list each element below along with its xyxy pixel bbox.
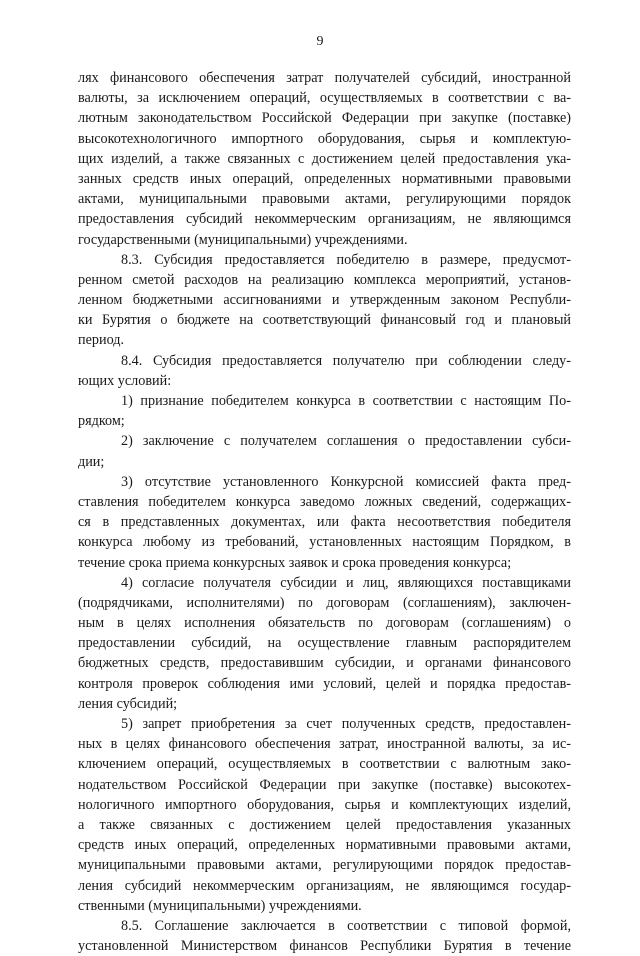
text-line: ющих условий: xyxy=(78,372,172,389)
text-line: предоставлении субсидий, на осуществление главным распорядителем xyxy=(78,635,571,652)
text-line: конкурса любому из требований, установленных настоящим Порядком, в xyxy=(78,534,571,551)
text-line: 5) запрет приобретения за счет полученных средств, предоставлен- xyxy=(121,716,571,732)
text-line: муниципальными правовыми актами, регулирующими порядок предостав- xyxy=(78,857,571,874)
text-line: а также связанных с достижением целей предоставления указанных xyxy=(78,816,571,833)
text-line: (подрядчиками, исполнителями) по договорам (соглашениям), заключен- xyxy=(78,594,571,611)
text-line: 8.3. Субсидия предоставляется победителю в размере, предусмот- xyxy=(121,251,571,268)
text-line: государственными (муниципальными) учреждениями. xyxy=(78,231,408,248)
text-line: ренном сметой расходов на реализацию комплекса мероприятий, установ- xyxy=(78,271,571,288)
text-line: ставления победителем конкурса заведомо ложных сведений, содержащих- xyxy=(78,493,571,510)
page-number: 9 xyxy=(316,34,324,49)
text-line: 8.4. Субсидия предоставляется получателю при соблюдении следу- xyxy=(121,352,571,369)
text-line: ным в целях исполнения обязательств по договорам (соглашениям) о xyxy=(78,615,571,632)
text-line: 2) заключение с получателем соглашения о предоставлении субси- xyxy=(121,433,571,450)
text-line: контроля проверок соблюдения ими условий, целей и порядка предостав- xyxy=(78,675,571,692)
text-line: 3) отсутствие установленного Конкурсной комиссией факта пред- xyxy=(121,473,571,490)
text-line: щих изделий, а также связанных с достижением целей предоставления ука- xyxy=(78,150,571,167)
text-line: нодательством Российской Федерации при закупке (поставке) высокотех- xyxy=(78,776,571,793)
text-line: бюджетных средств, предоставившим субсидии, и органами финансового xyxy=(78,655,571,672)
text-line: ся в представленных документах, или факта несоответствия победителя xyxy=(78,514,571,531)
text-line: ления субсидий некоммерческим организациям, не являющимся государ- xyxy=(78,877,571,894)
text-line: установленной Министерством финансов Республики Бурятия в течение xyxy=(78,938,571,955)
text-line: дии; xyxy=(78,453,105,470)
text-line: лютным законодательством Российской Федерации при закупке (поставке) xyxy=(78,110,571,127)
text-line: ления субсидий; xyxy=(78,695,178,712)
body-text xyxy=(78,68,571,956)
text-line: ственными (муниципальными) учреждениями. xyxy=(78,897,362,914)
text-line: занных средств иных операций, определенных нормативными правовыми xyxy=(78,170,571,187)
text-line: предоставления субсидий некоммерческим организациям, не являющимся xyxy=(78,211,571,228)
text-line: 8.5. Соглашение заключается в соответствии с типовой формой, xyxy=(121,917,571,934)
text-line: средств иных операций, определенных нормативными правовыми актами, xyxy=(78,837,571,854)
text-line: ключением операций, осуществляемых в соответствии с валютным зако- xyxy=(78,756,571,773)
text-line: высокотехнологичного импортного оборудования, сырья и комплектую- xyxy=(78,130,571,147)
text-line: 1) признание победителем конкурса в соответствии с настоящим По- xyxy=(121,393,571,409)
text-line: ных в целях финансового обеспечения затрат, иностранной валюты, за ис- xyxy=(78,736,571,753)
text-line: рядком; xyxy=(78,413,125,430)
text-line: ленном бюджетными ассигнованиями и утвержденным законом Республи- xyxy=(78,292,571,309)
text-line: нологичного импортного оборудования, сырья и комплектующих изделий, xyxy=(78,796,571,813)
text-line: лях финансового обеспечения затрат получателей субсидий, иностранной xyxy=(78,70,571,86)
text-line: течение срока приема конкурсных заявок и срока проведения конкурса; xyxy=(78,554,512,571)
text-line: период. xyxy=(78,332,125,349)
text-line: ки Бурятия о бюджете на соответствующий финансовый год и плановый xyxy=(78,312,571,329)
text-line: 4) согласие получателя субсидии и лиц, являющихся поставщиками xyxy=(121,574,571,591)
text-line: валюты, за исключением операций, осуществляемых в соответствии с ва- xyxy=(78,90,571,107)
text-line: актами, муниципальными правовыми актами, регулирующими порядок xyxy=(78,191,571,208)
